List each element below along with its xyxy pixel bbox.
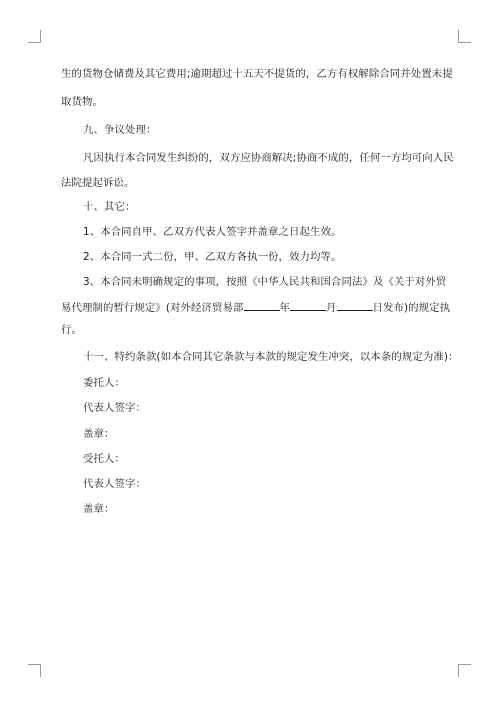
section-heading-other: 十、其它： [83, 201, 136, 213]
crop-mark-top-right [458, 30, 471, 43]
paragraph-line: 行。 [61, 324, 82, 336]
crop-mark-bottom-left [28, 664, 41, 677]
principal-label: 委托人： [83, 377, 125, 389]
clause-text: 年 [279, 302, 290, 314]
clause-1: 1、本合同自甲、乙双方代表人签字并盖章之日起生效。 [83, 226, 342, 238]
blank-year-field [244, 299, 280, 311]
agent-label: 受托人： [83, 453, 125, 465]
clause-text: 日发布)的规定执 [372, 302, 451, 314]
paragraph-line: 法院提起诉讼。 [61, 177, 135, 189]
crop-mark-top-left [28, 30, 41, 43]
paragraph-line: 凡因执行本合同发生纠纷的，双方应协商解决;协商不成的，任何一方均可向人民 [83, 152, 454, 164]
representative-signature-label: 代表人签字： [83, 402, 146, 414]
blank-month-field [290, 299, 326, 311]
paragraph-line: 取货物。 [61, 96, 103, 108]
clause-text: 月 [326, 302, 337, 314]
seal-label: 盖章： [83, 428, 115, 440]
crop-mark-bottom-right [458, 664, 471, 677]
clause-3: 3、本合同未明确规定的事项，按照《中华人民共和国合同法》及《关于对外贸 [83, 276, 447, 288]
representative-signature-label: 代表人签字： [83, 478, 146, 490]
clause-3-continuation [61, 299, 450, 315]
clause-2: 2、本合同一式二份，甲、乙双方各执一份，效力均等。 [83, 251, 342, 263]
paragraph-line: 生的货物仓储费及其它费用;逾期超过十五天不提货的，乙方有权解除合同并处置未提 [61, 68, 453, 80]
seal-label: 盖章： [83, 503, 115, 515]
section-heading-special-terms: 十一、特约条款(如本合同其它条款与本款的规定发生冲突，以本条的规定为准)： [83, 351, 459, 363]
section-heading-dispute: 九、争议处理： [83, 124, 157, 136]
clause-text: 易代理制的暂行规定》(对外经济贸易部 [61, 302, 244, 314]
blank-day-field [337, 299, 373, 311]
